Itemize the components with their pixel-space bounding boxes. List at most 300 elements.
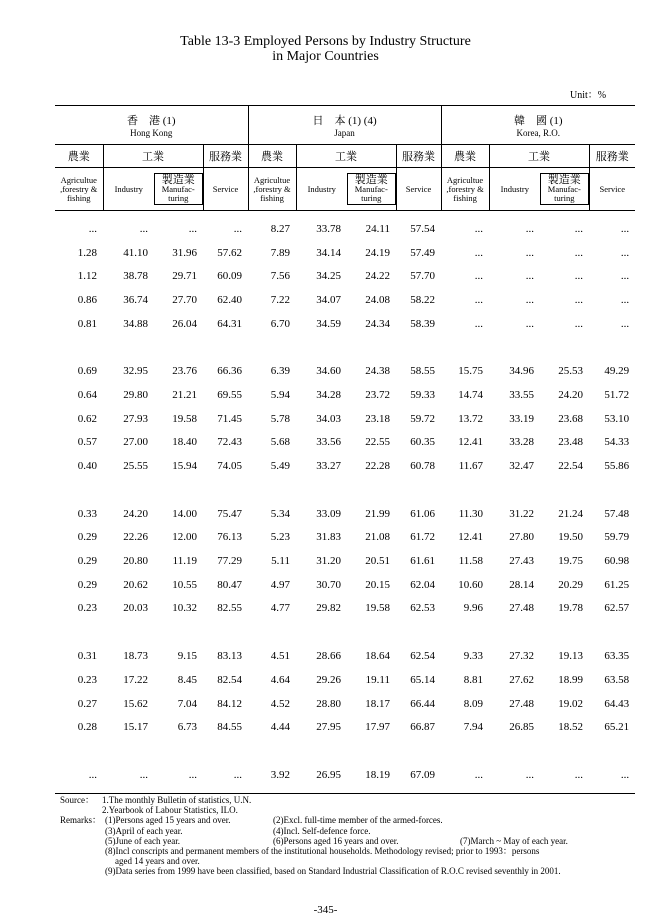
table-cell: ... [525, 768, 535, 781]
manuf-box [540, 173, 589, 205]
table-cell: 8.45 [177, 673, 197, 686]
table-cell: 18.17 [365, 697, 391, 710]
header-industry-zh: 工業 [335, 151, 358, 163]
table-cell: 29.82 [316, 602, 342, 615]
header-service-en [589, 168, 635, 211]
employment-table [55, 105, 635, 794]
header-service-zh: 服務業 [402, 151, 436, 163]
table-cell: 1.28 [77, 246, 97, 259]
table-cell: 80.47 [217, 578, 243, 591]
table-cell: 62.04 [410, 578, 436, 591]
table-cell: 3.92 [270, 768, 291, 781]
table-cell: ... [525, 246, 535, 259]
table-cell: 28.66 [316, 650, 342, 663]
table-cell: ... [525, 293, 535, 306]
table-cell: 34.59 [316, 317, 342, 330]
table-cell: 61.61 [410, 555, 436, 568]
header-service [589, 145, 635, 168]
remark-8-cont: aged 14 years and over. [115, 856, 200, 867]
table-cell: 0.33 [77, 507, 97, 520]
table-cell: 27.32 [509, 650, 535, 663]
table-cell: 31.22 [509, 507, 535, 520]
table-cell: 15.94 [172, 460, 197, 473]
table-cell: 26.85 [509, 721, 535, 734]
table-cell: 29.80 [123, 388, 148, 401]
table-cell: 57.49 [410, 246, 436, 259]
table-cell: ... [525, 317, 535, 330]
table-cell: 4.97 [270, 578, 291, 591]
table-cell: 84.12 [217, 697, 243, 710]
table-cell: 61.06 [410, 507, 436, 520]
table-cell: 36.74 [123, 293, 148, 306]
table-cell: ... [574, 293, 584, 306]
table-cell: ... [574, 246, 584, 259]
table-cell: 0.29 [77, 555, 97, 568]
header-agri-en [55, 168, 103, 211]
table-cell: 60.35 [410, 436, 436, 449]
remark-1: (1)Persons aged 15 years and over. [105, 815, 231, 826]
table-cell: 6.70 [270, 317, 291, 330]
table-cell: 60.98 [604, 555, 630, 568]
remark-6: (6)Persons aged 16 years and over. [273, 835, 399, 846]
table-row [55, 573, 635, 597]
header-industry-en-label: Industry [500, 183, 529, 194]
table-cell: 62.54 [410, 650, 436, 663]
table-cell: 19.13 [558, 650, 584, 663]
table-cell: 6.73 [177, 721, 197, 734]
table-cell: 5.11 [271, 555, 291, 568]
table-cell: 19.02 [558, 697, 584, 710]
table-row [55, 454, 635, 478]
table-cell: 41.10 [123, 246, 148, 259]
table-cell: 22.26 [123, 531, 148, 544]
table-cell: 76.13 [217, 531, 243, 544]
table-cell: 10.32 [172, 602, 197, 615]
header-manuf-zh: 製造業 [161, 174, 195, 186]
table-cell: 8.27 [270, 222, 291, 235]
table-cell: 27.43 [509, 555, 535, 568]
table-row [55, 312, 635, 336]
header-industry-en [103, 168, 154, 211]
table-cell: 13.72 [458, 412, 484, 425]
table-cell: 74.05 [217, 460, 243, 473]
header-agri [248, 145, 296, 168]
header-manuf-zh: 製造業 [354, 174, 388, 186]
manuf-box [154, 173, 203, 205]
table-cell: 57.48 [604, 507, 630, 520]
table-cell: 7.56 [270, 270, 291, 283]
table-cell: 4.77 [270, 602, 291, 615]
group-gap [55, 739, 635, 763]
table-cell: 60.78 [410, 460, 436, 473]
table-row [55, 597, 635, 621]
table-cell: ... [139, 222, 148, 235]
table-cell: 27.48 [509, 697, 535, 710]
header-service [203, 145, 248, 168]
title-line-1: Table 13-3 Employed Persons by Industry Structure [180, 34, 471, 49]
table-cell: ... [139, 768, 148, 781]
table-cell: 5.94 [270, 388, 291, 401]
table-cell: 33.28 [509, 436, 535, 449]
table-cell: 24.11 [365, 222, 391, 235]
table-cell: 62.40 [217, 293, 243, 306]
header-agri-en [248, 168, 296, 211]
table-cell: ... [620, 222, 630, 235]
table-cell: 15.62 [123, 697, 148, 710]
table-row [55, 715, 635, 739]
table-cell: 0.28 [77, 721, 97, 734]
table-cell: 31.83 [316, 531, 342, 544]
table-cell: 20.62 [123, 578, 148, 591]
header-agri-zh: 農業 [454, 151, 477, 163]
table-cell: 19.78 [558, 602, 584, 615]
table-cell: 57.54 [410, 222, 436, 235]
country-hong-kong: 香 港 (1) Hong Kong [55, 106, 248, 145]
table-cell: 4.44 [270, 721, 291, 734]
table-cell: 59.72 [410, 412, 436, 425]
table-cell: 17.22 [123, 673, 148, 686]
table-cell: 33.56 [316, 436, 342, 449]
table-row [55, 217, 635, 241]
table-cell: ... [88, 768, 97, 781]
table-cell: 83.13 [217, 650, 243, 663]
header-manuf-en: Manufac- turing [161, 184, 195, 203]
table-cell: 0.86 [77, 293, 97, 306]
table-cell: 0.64 [77, 388, 97, 401]
table-cell: 58.39 [410, 317, 436, 330]
table-cell: 34.60 [316, 365, 342, 378]
table-cell: 0.62 [77, 412, 97, 425]
table-cell: 0.69 [77, 365, 97, 378]
table-cell: 66.44 [410, 697, 436, 710]
header-agri-en [441, 168, 489, 211]
table-cell: 18.73 [123, 650, 148, 663]
table-cell: 5.78 [270, 412, 291, 425]
header-agri [55, 145, 103, 168]
table-cell: ... [474, 768, 484, 781]
country-japan: 日 本 (1) (4) Japan [248, 106, 441, 145]
table-cell: 19.58 [365, 602, 391, 615]
table-cell: 67.09 [410, 768, 436, 781]
table-cell: ... [474, 293, 484, 306]
header-industry-en-label: Industry [114, 183, 143, 194]
table-cell: 7.89 [270, 246, 291, 259]
table-cell: 34.07 [316, 293, 342, 306]
table-cell: 20.80 [123, 555, 148, 568]
table-cell: 27.93 [123, 412, 148, 425]
header-industry-en [296, 168, 347, 211]
page-number: -345- [313, 904, 338, 916]
table-cell: 65.14 [410, 673, 436, 686]
table-cell: 22.55 [365, 436, 391, 449]
table-cell: 12.00 [172, 531, 197, 544]
group-gap [55, 478, 635, 502]
header-agri-en-label: Agricultue ,forestry & fishing [60, 174, 98, 203]
table-cell: ... [474, 246, 484, 259]
source-label: Source： [60, 795, 94, 805]
header-service-en-label: Service [599, 183, 626, 194]
header-manuf [154, 168, 203, 211]
header-service-en [396, 168, 441, 211]
table-cell: 7.94 [463, 721, 484, 734]
table-cell: 0.29 [77, 578, 97, 591]
table-cell: 0.40 [77, 460, 97, 473]
table-cell: 60.09 [217, 270, 243, 283]
title-line-2: in Major Countries [272, 49, 379, 64]
table-cell: 18.52 [558, 721, 584, 734]
table-cell: 33.19 [509, 412, 535, 425]
table-row [55, 407, 635, 431]
table-cell: 25.53 [558, 365, 584, 378]
table-cell: 84.55 [217, 721, 243, 734]
table-cell: 21.21 [172, 388, 197, 401]
table-cell: 27.80 [509, 531, 535, 544]
table-cell: 34.88 [123, 317, 148, 330]
table-cell: 23.72 [365, 388, 391, 401]
table-cell: 49.29 [604, 365, 630, 378]
header-industry-zh: 工業 [142, 151, 164, 163]
table-cell: 19.50 [558, 531, 584, 544]
table-cell: 23.76 [172, 365, 197, 378]
table-cell: 5.49 [270, 460, 291, 473]
table-cell: 14.00 [172, 507, 197, 520]
header-agri [441, 145, 489, 168]
table-cell: 18.19 [365, 768, 391, 781]
table-row [55, 763, 635, 787]
country-korea: 韓 國 (1) Korea, R.O. [441, 106, 635, 145]
table-cell: 33.09 [316, 507, 342, 520]
header-industry [296, 145, 396, 168]
table-cell: 20.51 [365, 555, 391, 568]
table-cell: 75.47 [217, 507, 243, 520]
table-cell: ... [574, 768, 584, 781]
table-cell: 59.33 [410, 388, 436, 401]
table-cell: ... [233, 222, 243, 235]
table-cell: 34.28 [316, 388, 342, 401]
table-cell: 33.27 [316, 460, 342, 473]
remark-2: (2)Excl. full-time member of the armed-forces. [273, 815, 443, 826]
table-cell: 4.64 [270, 673, 291, 686]
remark-3: (3)April of each year. [105, 825, 183, 836]
table-cell: 24.19 [365, 246, 391, 259]
table-cell: 5.68 [270, 436, 291, 449]
header-service-en-label: Service [212, 183, 239, 194]
table-cell: 38.78 [123, 270, 148, 283]
table-cell: ... [188, 222, 197, 235]
table-cell: 7.04 [177, 697, 197, 710]
table-cell: 59.79 [604, 531, 630, 544]
table-cell: 53.10 [604, 412, 630, 425]
table-cell: 9.15 [177, 650, 197, 663]
table-cell: 27.62 [509, 673, 535, 686]
table-cell: 29.26 [316, 673, 342, 686]
table-cell: 11.19 [172, 555, 197, 568]
table-cell: 8.09 [463, 697, 484, 710]
table-cell: 24.34 [365, 317, 391, 330]
table-cell: 25.55 [123, 460, 148, 473]
table-cell: 22.54 [558, 460, 584, 473]
header-manuf-en: Manufac- turing [354, 184, 388, 203]
table-cell: 34.25 [316, 270, 342, 283]
table-cell: 66.87 [410, 721, 436, 734]
table-cell: 19.75 [558, 555, 584, 568]
table-cell: 9.33 [463, 650, 484, 663]
source-2: 2.Yearbook of Labour Statistics, ILO. [102, 805, 238, 816]
table-cell: 31.20 [316, 555, 342, 568]
header-manuf [347, 168, 396, 211]
table-cell: 82.54 [217, 673, 243, 686]
table-cell: 65.21 [604, 721, 630, 734]
unit-label: Unit：% [570, 90, 607, 101]
header-industry [489, 145, 589, 168]
table-cell: 10.60 [458, 578, 484, 591]
table-row [55, 383, 635, 407]
table-cell: 11.30 [458, 507, 484, 520]
table-bottom-rule [55, 787, 635, 794]
table-cell: 18.64 [365, 650, 391, 663]
table-cell: 5.34 [270, 507, 291, 520]
table-cell: 9.96 [463, 602, 484, 615]
table-cell: 61.72 [410, 531, 436, 544]
table-cell: 14.74 [458, 388, 484, 401]
table-cell: ... [474, 270, 484, 283]
table-cell: 11.67 [458, 460, 484, 473]
table-row [55, 644, 635, 668]
table-cell: 51.72 [604, 388, 630, 401]
header-manuf-zh: 製造業 [547, 174, 581, 186]
table-cell: 32.47 [509, 460, 535, 473]
table-cell: ... [620, 270, 630, 283]
table-cell: 0.57 [77, 436, 97, 449]
header-industry-en [489, 168, 540, 211]
table-cell: 23.18 [365, 412, 391, 425]
table-cell: 6.39 [270, 365, 291, 378]
table-cell: 15.75 [458, 365, 484, 378]
table-cell: 10.55 [172, 578, 197, 591]
group-gap [55, 335, 635, 359]
header-service-zh: 服務業 [595, 151, 629, 163]
table-cell: 0.23 [77, 602, 97, 615]
table-cell: 69.55 [217, 388, 243, 401]
table-cell: 22.28 [365, 460, 391, 473]
header-industry-zh: 工業 [528, 151, 551, 163]
table-cell: 33.78 [316, 222, 342, 235]
table-row [55, 668, 635, 692]
header-service [396, 145, 441, 168]
header-agri-zh: 農業 [67, 151, 90, 163]
table-row [55, 692, 635, 716]
table-cell: 0.27 [77, 697, 97, 710]
remark-8: (8)Incl conscripts and permanent members of the institutional households. Methodology revised; prior to 1993：persons [105, 845, 540, 856]
table-cell: 12.41 [458, 531, 484, 544]
table-row [55, 241, 635, 265]
table-cell: ... [574, 317, 584, 330]
table-cell: 34.03 [316, 412, 342, 425]
table-cell: 28.80 [316, 697, 342, 710]
notes [60, 795, 645, 877]
table-cell: 27.70 [172, 293, 197, 306]
table-cell: 24.08 [365, 293, 391, 306]
table-cell: 55.86 [604, 460, 630, 473]
table-cell: 63.35 [604, 650, 630, 663]
table-cell: 24.20 [123, 507, 148, 520]
table-cell: 58.55 [410, 365, 436, 378]
table-cell: 62.57 [604, 602, 630, 615]
table-cell: 62.53 [410, 602, 436, 615]
table-row [55, 264, 635, 288]
table-cell: 24.38 [365, 365, 391, 378]
table-row [55, 359, 635, 383]
table-cell: ... [620, 768, 630, 781]
table-cell: 66.36 [217, 365, 243, 378]
table-cell: 26.04 [172, 317, 197, 330]
table-cell: 31.96 [172, 246, 197, 259]
header-service-en-label: Service [405, 183, 432, 194]
table-cell: ... [620, 317, 630, 330]
header-agri-zh: 農業 [261, 151, 284, 163]
table-cell: ... [525, 222, 535, 235]
table-cell: 15.17 [123, 721, 148, 734]
table-cell: 57.62 [217, 246, 243, 259]
header-agri-en-label: Agricultue ,forestry & fishing [253, 174, 291, 203]
table-cell: 34.96 [509, 365, 535, 378]
table-cell: 21.08 [365, 531, 391, 544]
table-row [55, 431, 635, 455]
table-row [55, 502, 635, 526]
table-cell: 23.68 [558, 412, 584, 425]
table-cell: 33.55 [509, 388, 535, 401]
table-cell: ... [233, 768, 243, 781]
table-cell: 18.40 [172, 436, 197, 449]
table-cell: 82.55 [217, 602, 243, 615]
table-cell: 27.48 [509, 602, 535, 615]
header-service-en [203, 168, 248, 211]
table-cell: ... [525, 270, 535, 283]
table-cell: 0.23 [77, 673, 97, 686]
table-cell: 8.81 [463, 673, 484, 686]
table-cell: 0.81 [77, 317, 97, 330]
table-cell: 71.45 [217, 412, 243, 425]
remark-5: (5)June of each year. [105, 835, 180, 846]
table-cell: 17.97 [365, 721, 391, 734]
table-cell: 0.31 [77, 650, 97, 663]
table-cell: 29.71 [172, 270, 197, 283]
table-cell: 61.25 [604, 578, 630, 591]
table-row [55, 526, 635, 550]
table-cell: 4.51 [270, 650, 291, 663]
table-cell: 0.29 [77, 531, 97, 544]
table-cell: ... [188, 768, 197, 781]
table-cell: 26.95 [316, 768, 342, 781]
table-cell: 54.33 [604, 436, 630, 449]
table-cell: 28.14 [509, 578, 535, 591]
remark-7: (7)March ~ May of each year. [460, 835, 568, 846]
remark-4: (4)Incl. Self-defence force. [273, 825, 371, 836]
table-cell: 77.29 [217, 555, 243, 568]
table-cell: 19.58 [172, 412, 197, 425]
table-title [0, 34, 651, 64]
table-cell: 58.22 [410, 293, 436, 306]
header-industry [103, 145, 203, 168]
table-row [55, 288, 635, 312]
table-cell: 5.23 [270, 531, 291, 544]
table-cell: 32.95 [123, 365, 148, 378]
remark-9: (9)Data series from 1999 have been classified, based on Standard Industrial Classification of R.O.C revised seventhly in 2001. [105, 866, 561, 877]
table-cell: 30.70 [316, 578, 342, 591]
table-cell: 72.43 [217, 436, 243, 449]
table-cell: ... [620, 246, 630, 259]
table-cell: ... [620, 293, 630, 306]
